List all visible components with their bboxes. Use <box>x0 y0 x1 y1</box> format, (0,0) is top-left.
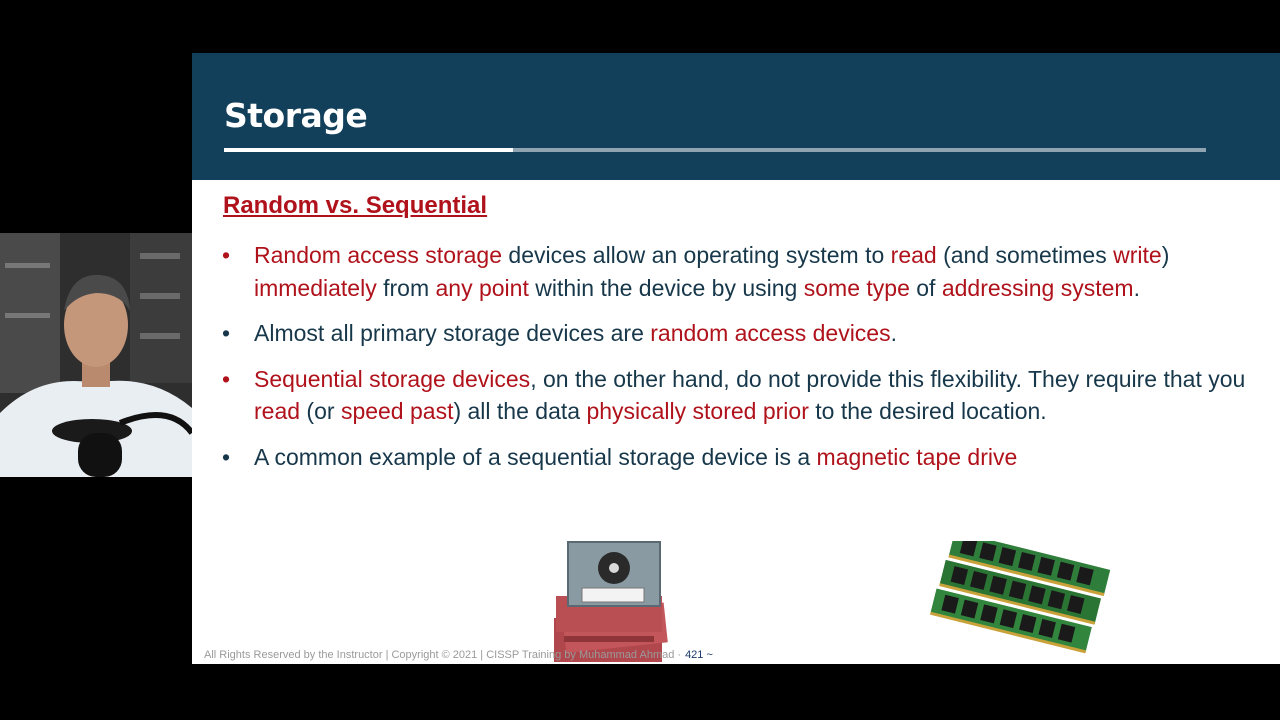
bullet-text: (and sometimes <box>936 242 1114 268</box>
slide-progress-track <box>224 148 1206 152</box>
slide-footer <box>204 649 713 661</box>
bullet-text: (or <box>300 398 341 424</box>
highlighted-term: magnetic tape drive <box>816 443 1018 470</box>
highlighted-term: addressing system <box>941 274 1134 301</box>
bullet-marker: • <box>222 365 231 392</box>
slide-progress-fill <box>224 148 513 152</box>
highlighted-term: some type <box>803 274 910 301</box>
highlighted-term: physically stored prior <box>586 398 809 424</box>
slide-subtitle: Random vs. Sequential <box>223 192 488 219</box>
bullet-text: of <box>909 274 942 301</box>
bullet-text: devices allow an operating system to <box>502 242 891 268</box>
bullet-text: within the device by using <box>528 274 804 301</box>
bullet-text: . <box>1133 274 1140 301</box>
bullet-list <box>222 239 1262 486</box>
highlighted-term: random access devices <box>650 320 891 346</box>
highlighted-term: Sequential storage devices <box>254 365 531 392</box>
footer-copyright: All Rights Reserved by the Instructor | Copyright © 2021 | CISSP Training by Muhammad Ahmad · <box>204 649 682 661</box>
bullet-text: . <box>890 320 897 346</box>
presenter-webcam <box>0 233 192 477</box>
bullet-text: A common example of a sequential storage device is a <box>254 443 817 470</box>
ram-modules-image <box>930 541 1110 659</box>
bullet-marker: • <box>222 320 231 346</box>
bullet-item <box>222 239 1262 304</box>
highlighted-term: immediately <box>254 274 377 301</box>
bullet-text: to the desired location. <box>808 398 1047 424</box>
bullet-item <box>222 363 1262 428</box>
bullet-item <box>222 317 1262 350</box>
bullet-item <box>222 441 1262 474</box>
bullet-text: from <box>376 274 436 301</box>
bullet-text: ) all the data <box>453 398 587 424</box>
highlighted-term: read <box>890 242 937 268</box>
tape-cartridge-image <box>552 540 692 664</box>
highlighted-term: Random access storage <box>254 242 503 268</box>
slide-title: Storage <box>224 96 368 135</box>
slide-header <box>192 53 1280 180</box>
presenter-video-frame <box>0 233 192 477</box>
bullet-text: Almost all primary storage devices are <box>254 320 651 346</box>
slide <box>192 53 1280 664</box>
highlighted-term: write <box>1113 242 1162 268</box>
bullet-marker: • <box>222 242 231 268</box>
highlighted-term: any point <box>435 274 529 301</box>
highlighted-term: speed past <box>340 398 454 424</box>
bullet-text: ) <box>1161 242 1170 268</box>
bullet-text: , on the other hand, do not provide this flexibility. They require that you <box>530 365 1246 392</box>
highlighted-term: read <box>254 398 301 424</box>
slide-page-number: 421 ~ <box>685 649 713 661</box>
bullet-marker: • <box>222 443 231 470</box>
